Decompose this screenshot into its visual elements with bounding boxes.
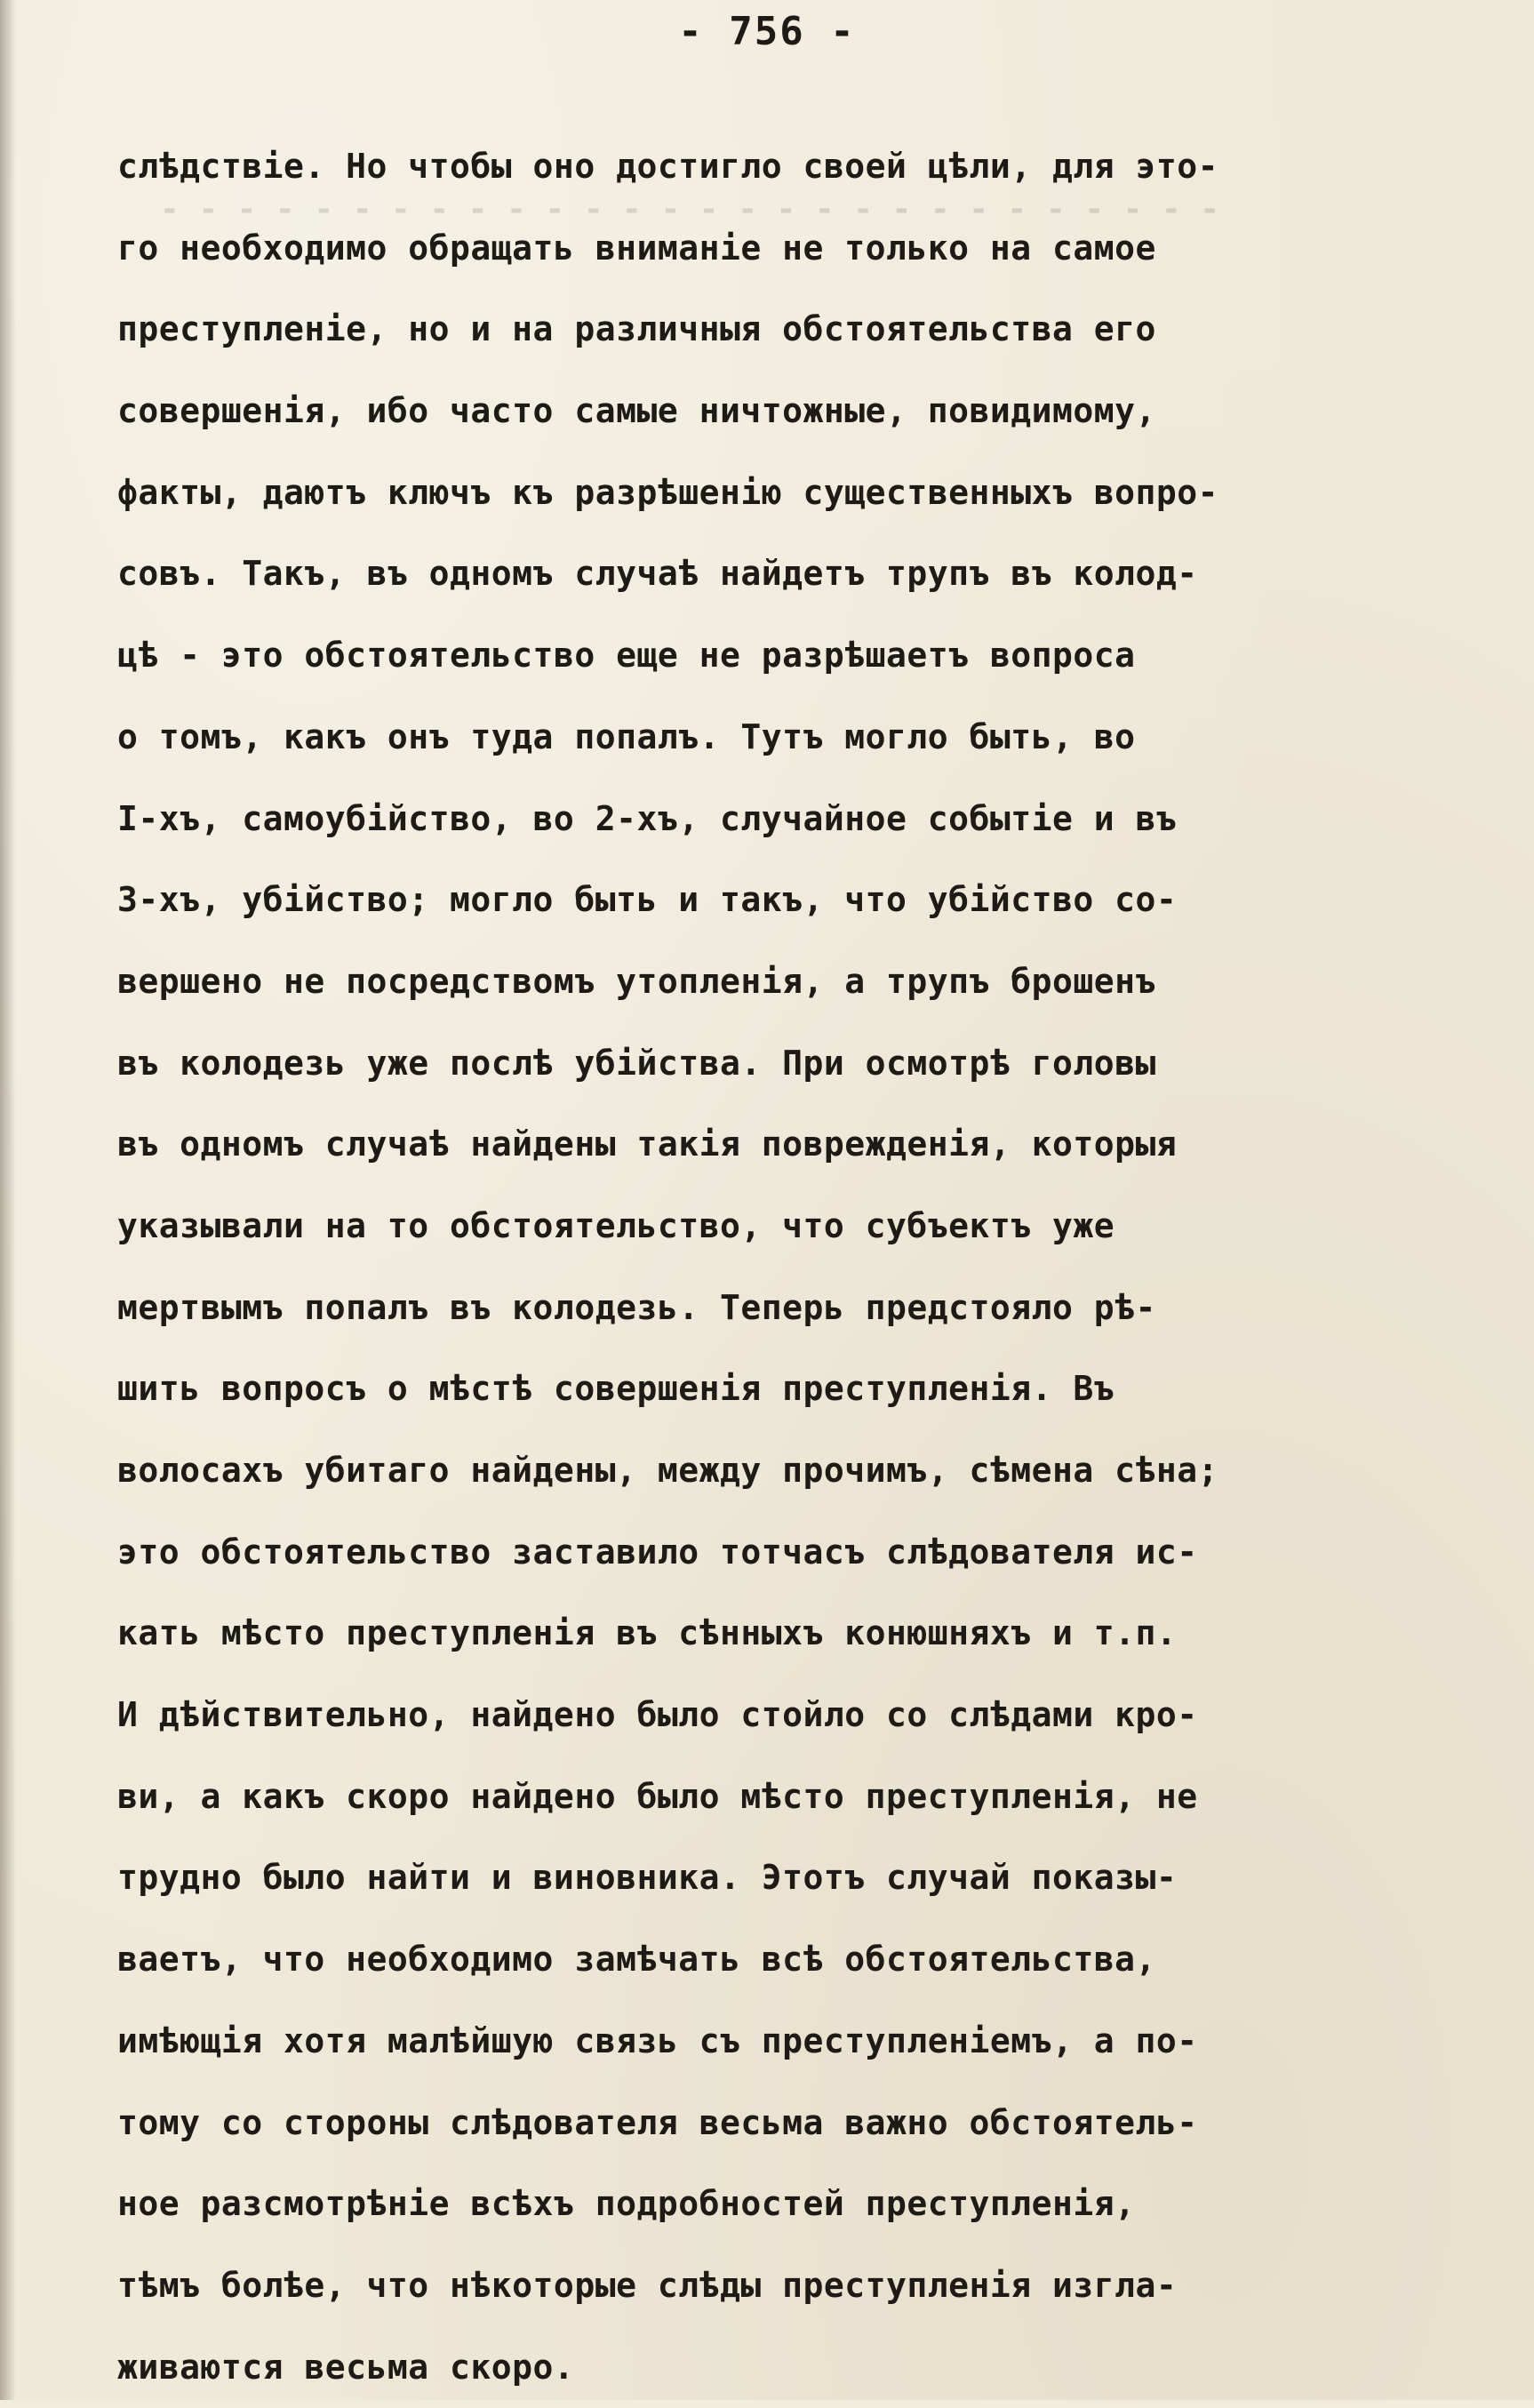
text-line: совершенія, ибо часто самые ничтожные, повидимому, [117, 391, 1156, 431]
text-line: волосахъ убитаго найдены, между прочимъ, сѣмена сѣна; [117, 1451, 1219, 1490]
page-number: - 756 - [678, 9, 856, 54]
text-line: И дѣйствительно, найдено было стойло со слѣдами кро- [117, 1695, 1198, 1735]
text-line: совъ. Такъ, въ одномъ случаѣ найдетъ трупъ въ колод- [117, 554, 1198, 594]
bleed-through-text: - - - - - - - - - - - - - - - - - - - - - - - - - - - - [160, 191, 1220, 228]
text-line: 3-хъ, убійство; могло быть и такъ, что убійство со- [117, 880, 1178, 920]
text-line: трудно было найти и виновника. Этотъ случай показы- [117, 1858, 1178, 1898]
text-line: вершено не посредствомъ утопленія, а трупъ брошенъ [117, 961, 1156, 1001]
text-line: имѣющія хотя малѣйшую связь съ преступленіемъ, а по- [117, 2020, 1198, 2060]
body-text [117, 126, 1450, 2408]
text-line: цѣ - это обстоятельство еще не разрѣшаетъ вопроса [117, 636, 1136, 676]
text-line: ви, а какъ скоро найдено было мѣсто преступленія, не [117, 1776, 1198, 1816]
text-line: ваетъ, что необходимо замѣчать всѣ обстоятельства, [117, 1940, 1156, 1980]
text-line: мертвымъ попалъ въ колодезь. Теперь предстояло рѣ- [117, 1287, 1156, 1327]
text-line: тому со стороны слѣдователя весьма важно обстоятель- [117, 2102, 1198, 2142]
text-line: въ одномъ случаѣ найдены такія поврежденія, которыя [117, 1124, 1178, 1164]
text-line: о томъ, какъ онъ туда попалъ. Тутъ могло быть, во [117, 716, 1136, 756]
text-line: ное разсмотрѣніе всѣхъ подробностей преступленія, [117, 2184, 1136, 2224]
text-line: факты, даютъ ключъ къ разрѣшенію существенныхъ вопро- [117, 472, 1219, 512]
text-line: шить вопросъ о мѣстѣ совершенія преступленія. Въ [117, 1369, 1115, 1409]
text-line: кать мѣсто преступленія въ сѣнныхъ конюшняхъ и т.п. [117, 1613, 1178, 1653]
text-line: I-хъ, самоубійство, во 2-хъ, случайное событіе и въ [117, 798, 1178, 838]
text-line: указывали на то обстоятельство, что субъектъ уже [117, 1205, 1115, 1245]
text-line: го необходимо обращать вниманіе не только на самое [117, 228, 1156, 268]
binding-shadow [0, 0, 16, 2400]
text-line: въ колодезь уже послѣ убійства. При осмотрѣ головы [117, 1043, 1156, 1083]
text-line: преступленіе, но и на различныя обстоятельства его [117, 309, 1156, 349]
text-line: это обстоятельство заставило тотчасъ слѣдователя ис- [117, 1532, 1198, 1572]
text-line: тѣмъ болѣе, что нѣкоторые слѣды преступленія изгла- [117, 2265, 1178, 2305]
text-line: слѣдствіе. Но чтобы оно достигло своей цѣли, для это- [117, 147, 1219, 186]
text-line: живаются весьма скоро. [117, 2347, 575, 2387]
